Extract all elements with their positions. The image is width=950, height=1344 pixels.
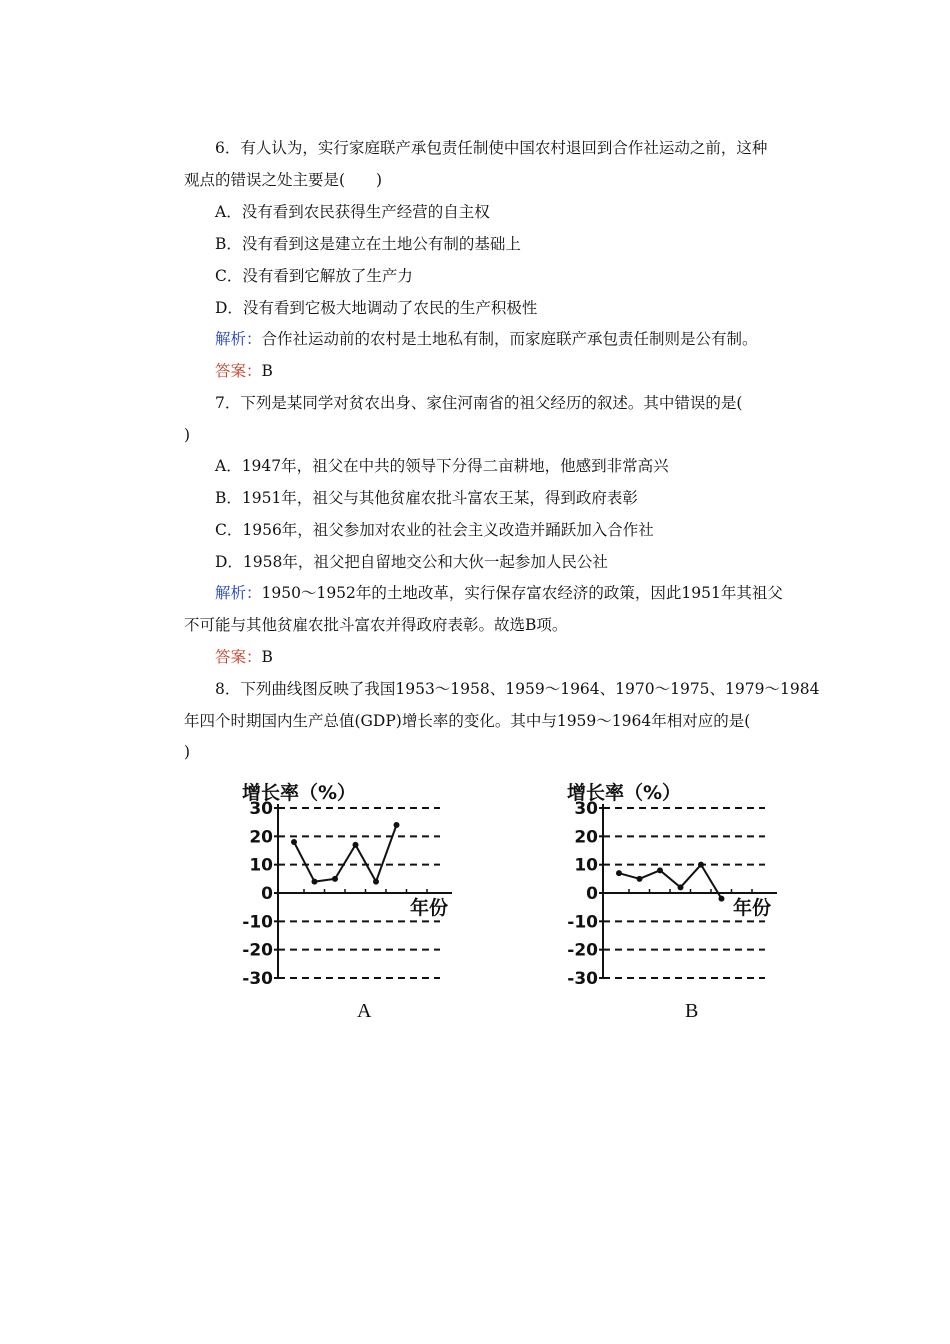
q6-option-d: D．没有看到它极大地调动了农民的生产积极性 [215,299,538,317]
chart-a-ytick-label: 0 [261,884,273,904]
chart-a-ylabel: 增长率（%） [242,782,357,804]
q7-option-c: C．1956年，祖父参加对农业的社会主义改造并踊跃加入合作社 [215,521,654,539]
q7-stem-line1: 7．下列是某同学对贫农出身、家住河南省的祖父经历的叙述。其中错误的是( [215,394,743,412]
q7-answer [215,647,273,667]
q6-analysis-label: 解析： [215,330,262,348]
q6-answer-label: 答案： [215,362,262,380]
q7-option-b: B．1951年，祖父与其他贫雇农批斗富农王某，得到政府表彰 [215,489,638,507]
chart-b-ytick-label: 10 [574,855,598,876]
chart-a [230,775,470,995]
chart-a-caption: A [357,1000,372,1022]
chart-b-point [637,876,643,882]
q7-stem-line2: ) [184,426,191,444]
chart-b-point [678,884,684,890]
q6-analysis [215,329,758,349]
q7-option-a: A．1947年，祖父在中共的领导下分得二亩耕地，他感到非常高兴 [215,457,669,475]
chart-b-point [616,870,622,876]
q6-stem-line2: 观点的错误之处主要是( ) [184,171,383,189]
q7-analysis-line2: 不可能与其他贫雇农批斗富农并得政府表彰。故选B项。 [184,616,568,634]
chart-b-ytick-label: -10 [567,912,598,933]
chart-b-ytick-label: -20 [567,940,598,961]
chart-a-ytick-label: -30 [242,969,273,989]
chart-a-ytick-label: 30 [249,799,273,819]
q7-answer-label: 答案： [215,648,262,666]
chart-b-ytick-label: -30 [567,969,598,989]
chart-b-ylabel: 增长率（%） [567,782,682,804]
chart-a-series-line [294,825,397,882]
chart-b-point [698,862,704,868]
q6-option-b: B．没有看到这是建立在土地公有制的基础上 [215,235,521,253]
q7-option-d: D．1958年，祖父把自留地交公和大伙一起参加人民公社 [215,553,608,571]
q7-analysis-line1 [215,583,783,603]
chart-a-point [353,842,359,848]
q6-answer [215,361,273,381]
chart-b-caption: B [685,1000,699,1022]
q8-stem-line2: 年四个时期国内生产总值(GDP)增长率的变化。其中与1959～1964年相对应的是( [184,712,751,730]
q6-option-c: C．没有看到它解放了生产力 [215,267,413,285]
q6-answer-value: B [261,362,273,380]
q6-analysis-text: 合作社运动前的农村是土地私有制，而家庭联产承包责任制则是公有制。 [261,330,758,348]
q8-stem-line3: ) [184,743,191,761]
chart-b-ytick-label: 0 [586,884,598,904]
chart-a-point [332,876,338,882]
chart-a-ytick-label: 10 [249,855,273,876]
q7-analysis-label: 解析： [215,584,262,602]
chart-a-xlabel: 年份 [410,897,449,919]
chart-b-ytick-label: 20 [574,827,598,848]
chart-b-ytick-label: 30 [574,799,598,819]
chart-a-point [373,879,379,885]
chart-a-ytick-label: -20 [242,940,273,961]
chart-b [555,775,795,995]
q7-analysis-text: 1950～1952年的土地改革，实行保存富农经济的政策，因此1951年其祖父 [261,584,783,602]
chart-b-point [719,896,725,902]
q8-stem-line1: 8．下列曲线图反映了我国1953～1958、1959～1964、1970～1975、1979～1984 [215,680,820,698]
chart-b-point [657,867,663,873]
chart-a-ytick-label: 20 [249,827,273,848]
chart-a-point [394,822,400,828]
chart-a-point [291,839,297,845]
chart-b-xlabel: 年份 [733,897,772,919]
chart-a-ytick-label: -10 [242,912,273,933]
q6-option-a: A．没有看到农民获得生产经营的自主权 [215,203,490,221]
chart-a-point [312,879,318,885]
q7-answer-value: B [261,648,273,666]
q6-stem-line1: 6．有人认为，实行家庭联产承包责任制使中国农村退回到合作社运动之前，这种 [215,139,768,157]
